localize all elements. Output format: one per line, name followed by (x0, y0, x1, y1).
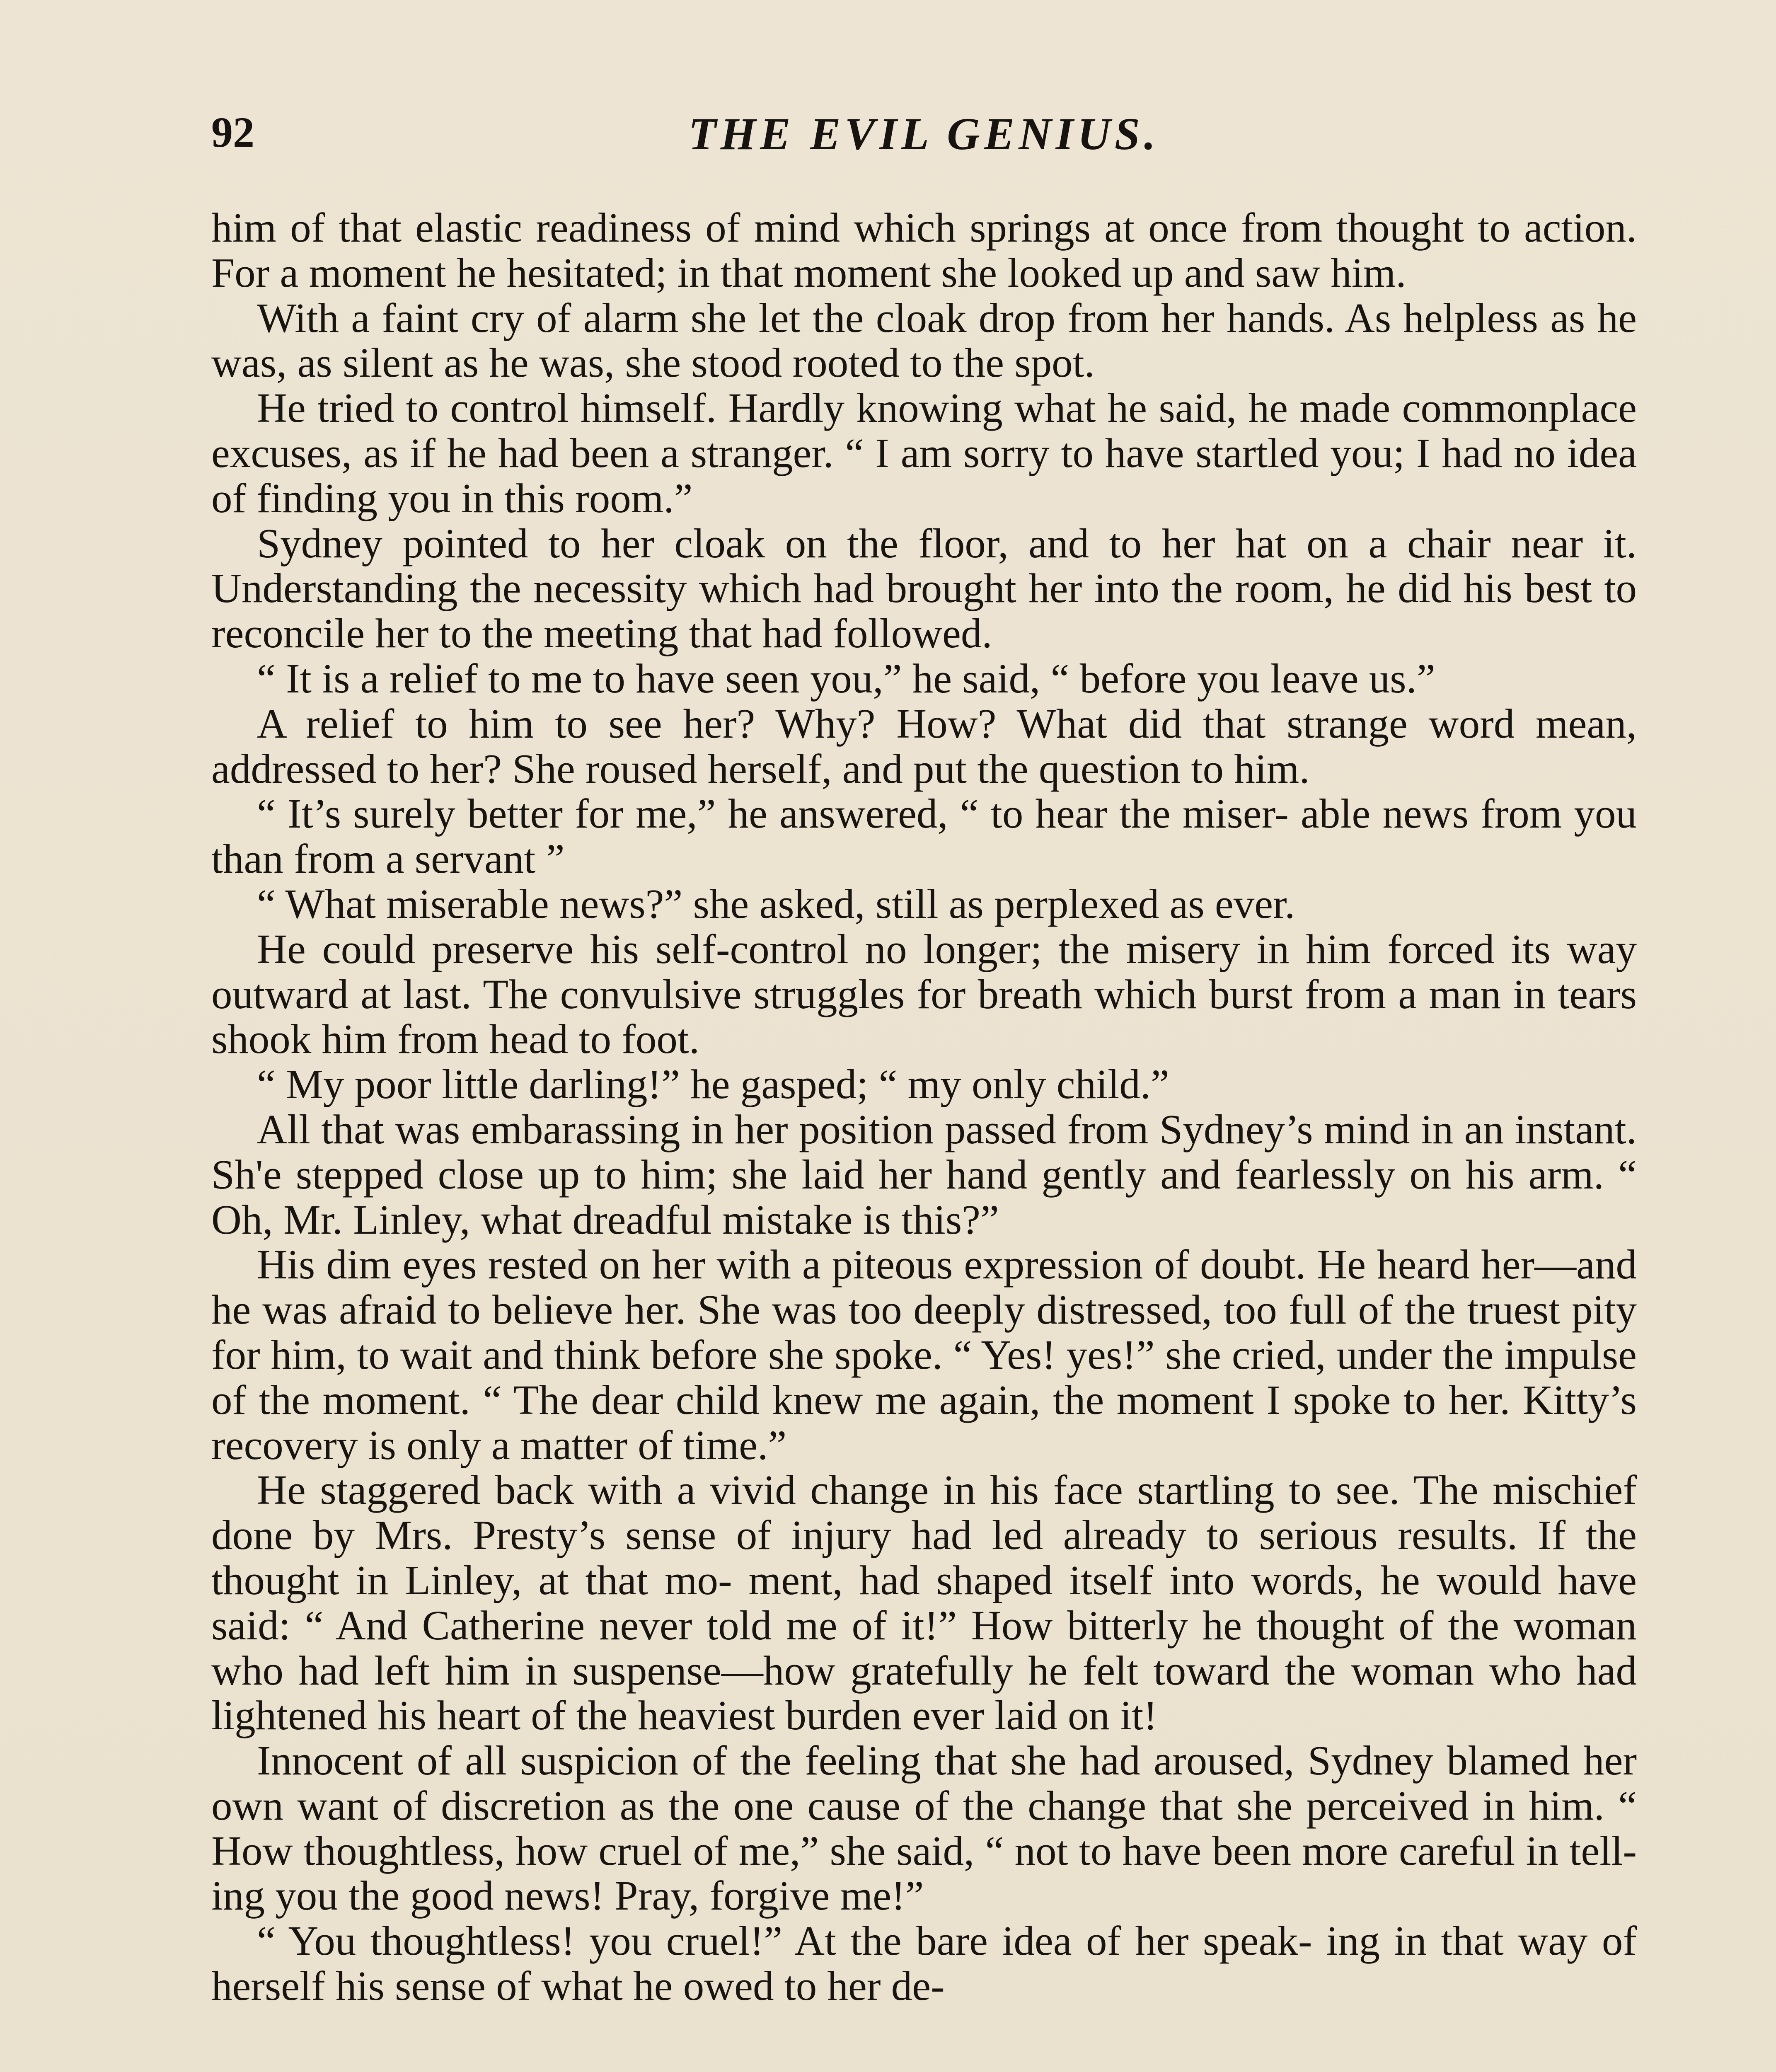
paragraph: His dim eyes rested on her with a piteous expression of doubt. He heard her—and he was afraid to believe her. She was too deeply distressed, too full of the truest pity for him, to wait and think before she spoke. “ Yes! yes!” she cried, under the impulse of the moment. “ The dear child knew me again, the moment I spoke to her. Kitty’s recovery is only a matter of time.” (211, 1241, 1637, 1468)
paragraph: With a faint cry of alarm she let the cloak drop from her hands. As helpless as he was, as silent as he was, she stood rooted to the spot. (211, 294, 1637, 386)
paragraph: He could preserve his self-control no longer; the misery in him forced its way outward at last. The convulsive struggles for breath which burst from a man in tears shook him from head to foot. (211, 925, 1637, 1063)
paragraph: “ You thoughtless! you cruel!” At the bare idea of her speak- ing in that way of herself his sense of what he owed to her de- (211, 1917, 1637, 2009)
paragraph: “ It’s surely better for me,” he answered, “ to hear the miser- able news from you than from a servant ” (211, 790, 1637, 882)
running-title: THE EVIL GENIUS. (688, 109, 1160, 159)
paragraph: All that was embarassing in her position passed from Sydney’s mind in an instant. Sh'e stepped close up to him; she laid her hand gently and fearlessly on his arm. “ Oh, Mr. Linley, what dreadful mistake is this?” (211, 1106, 1637, 1243)
paragraph: “ It is a relief to me to have seen you,” he said, “ before you leave us.” (257, 655, 1435, 702)
paragraph: “ What miserable news?” she asked, still as perplexed as ever. (257, 880, 1295, 927)
paragraph: He staggered back with a vivid change in his face startling to see. The mischief done by Mrs. Presty’s sense of injury had led already to serious results. If the thought in Linley, at that mo- ment, had shaped itself into words, he would have said: “ And Catherine never told me of it!” How bitterly he thought of the woman who had left him in suspense—how gratefully he felt toward the woman who had lightened his heart of the heaviest burden ever laid on it! (211, 1467, 1637, 1739)
paragraph: He tried to control himself. Hardly knowing what he said, he made commonplace excuses, as if he had been a stranger. “ I am sorry to have startled you; I had no idea of finding you in this room.” (211, 385, 1637, 521)
paragraph: “ My poor little darling!” he gasped; “ my only child.” (257, 1061, 1169, 1108)
paragraph: A relief to him to see her? Why? How? What did that strange word mean, addressed to her? She roused herself, and put the question to him. (211, 700, 1637, 792)
paragraph: him of that elastic readiness of mind which springs at once from thought to action. For a moment he hesitated; in that moment she looked up and saw him. (211, 204, 1637, 296)
body-text (211, 205, 1637, 2009)
page-number: 92 (211, 109, 254, 156)
paragraph: Innocent of all suspicion of the feeling that she had aroused, Sydney blamed her own want of discretion as the one cause of the change that she perceived in him. “ How thoughtless, how cruel of me,” she said, “ not to have been more careful in tell- ing you the good news! Pray, forgive me!” (211, 1737, 1637, 1919)
paragraph: Sydney pointed to her cloak on the floor, and to her hat on a chair near it. Understanding the necessity which had brought her into the room, he did his best to reconcile her to the meeting that had followed. (211, 520, 1637, 657)
page-header (211, 104, 1637, 170)
